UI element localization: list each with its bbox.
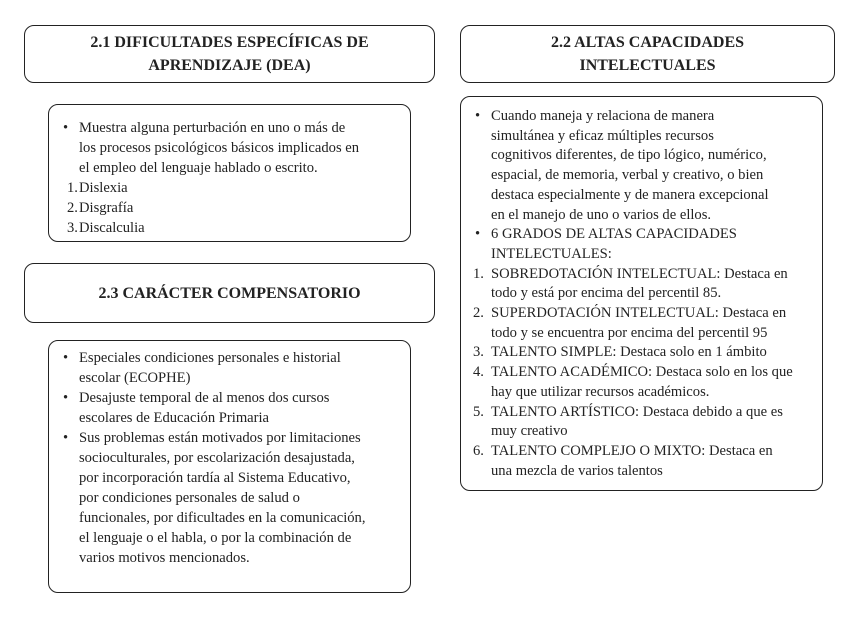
- list-number: 1.: [473, 265, 484, 282]
- list-item-line: SUPERDOTACIÓN INTELECTUAL: Destaca en: [491, 305, 787, 321]
- altas-title: [551, 31, 744, 77]
- list-item-line: SOBREDOTACIÓN INTELECTUAL: Destaca en: [491, 265, 788, 282]
- list-item-line: por condiciones personales de salud o: [79, 490, 300, 506]
- list-item-line: una mezcla de varios talentos: [491, 462, 663, 479]
- list-item-line: destaca especialmente y de manera excepcional: [491, 186, 769, 203]
- list-item-line: todo y se encuentra por encima del percentil 95: [491, 324, 768, 341]
- list-item-line: por incorporación tardía al Sistema Educativo,: [79, 470, 351, 486]
- bullet-icon: •: [475, 226, 481, 243]
- compensatorio-content-box: [48, 340, 411, 593]
- title-line: INTELECTUALES: [579, 57, 716, 74]
- list-item-line: Especiales condiciones personales e historial: [79, 350, 341, 366]
- bullet-icon: •: [475, 108, 481, 124]
- list-item-line: los procesos psicológicos básicos implicados en: [79, 140, 360, 156]
- altas-title-box: [460, 25, 835, 83]
- list-item-line: Desajuste temporal de al menos dos cursos: [79, 390, 330, 406]
- list-item-line: TALENTO SIMPLE: Destaca solo en 1 ámbito: [491, 344, 767, 361]
- list-item-line: Disgrafía: [79, 200, 134, 216]
- list-number: 3.: [473, 344, 484, 361]
- bullet-icon: •: [63, 120, 69, 136]
- list-item-line: simultánea y eficaz múltiples recursos: [491, 127, 714, 144]
- list-item-line: cognitivos diferentes, de tipo lógico, numérico,: [491, 147, 767, 164]
- list-item-line: espacial, de memoria, verbal y creativo, o bien: [491, 167, 764, 184]
- list-item-line: TALENTO COMPLEJO O MIXTO: Destaca en: [491, 442, 773, 459]
- list-item-line: Cuando maneja y relaciona de manera: [491, 108, 715, 124]
- title-line: 2.1 DIFICULTADES ESPECÍFICAS DE: [90, 34, 369, 51]
- list-item-line: Dislexia: [79, 180, 128, 196]
- list-item-line: varios motivos mencionados.: [79, 550, 250, 566]
- dea-content-box: [48, 104, 411, 242]
- list-item-line: Muestra alguna perturbación en uno o más de: [79, 120, 346, 136]
- list-number: 4.: [473, 364, 484, 381]
- bullet-icon: •: [63, 350, 69, 366]
- list-number: 1.: [67, 180, 78, 196]
- list-item-line: 6 GRADOS DE ALTAS CAPACIDADES: [491, 226, 737, 243]
- bullet-icon: •: [63, 430, 69, 446]
- list-item-line: escolares de Educación Primaria: [79, 410, 270, 426]
- list-item-line: INTELECTUALES:: [491, 245, 612, 262]
- list-number: 3.: [67, 220, 78, 236]
- compensatorio-title: 2.3 CARÁCTER COMPENSATORIO: [98, 284, 361, 302]
- list-number: 2.: [473, 305, 484, 321]
- list-item-line: hay que utilizar recursos académicos.: [491, 383, 710, 400]
- altas-content-box: [460, 96, 823, 491]
- compensatorio-title-box: [24, 263, 435, 323]
- list-item-line: socioculturales, por escolarización desajustada,: [79, 450, 355, 466]
- list-item-line: el lenguaje o el habla, o por la combinación de: [79, 530, 352, 546]
- list-number: 5.: [473, 403, 484, 420]
- bullet-icon: •: [63, 390, 69, 406]
- list-item-line: muy creativo: [491, 423, 568, 440]
- list-item-line: TALENTO ACADÉMICO: Destaca solo en los que: [491, 364, 793, 381]
- dea-title-box: [24, 25, 435, 83]
- dea-title: [90, 31, 368, 77]
- title-line: 2.2 ALTAS CAPACIDADES: [550, 34, 745, 51]
- list-item-line: Discalculia: [79, 220, 145, 236]
- list-item-line: escolar (ECOPHE): [79, 370, 191, 386]
- list-number: 2.: [67, 200, 78, 216]
- list-item-line: en el manejo de uno o varios de ellos.: [491, 206, 712, 223]
- list-item-line: funcionales, por dificultades en la comunicación,: [79, 510, 366, 526]
- list-number: 6.: [473, 442, 484, 459]
- list-item-line: Sus problemas están motivados por limitaciones: [79, 430, 361, 446]
- list-item-line: TALENTO ARTÍSTICO: Destaca debido a que es: [491, 403, 783, 420]
- title-line: APRENDIZAJE (DEA): [148, 57, 311, 74]
- list-item-line: el empleo del lenguaje hablado o escrito.: [79, 160, 318, 176]
- list-item-line: todo y está por encima del percentil 85.: [491, 285, 722, 302]
